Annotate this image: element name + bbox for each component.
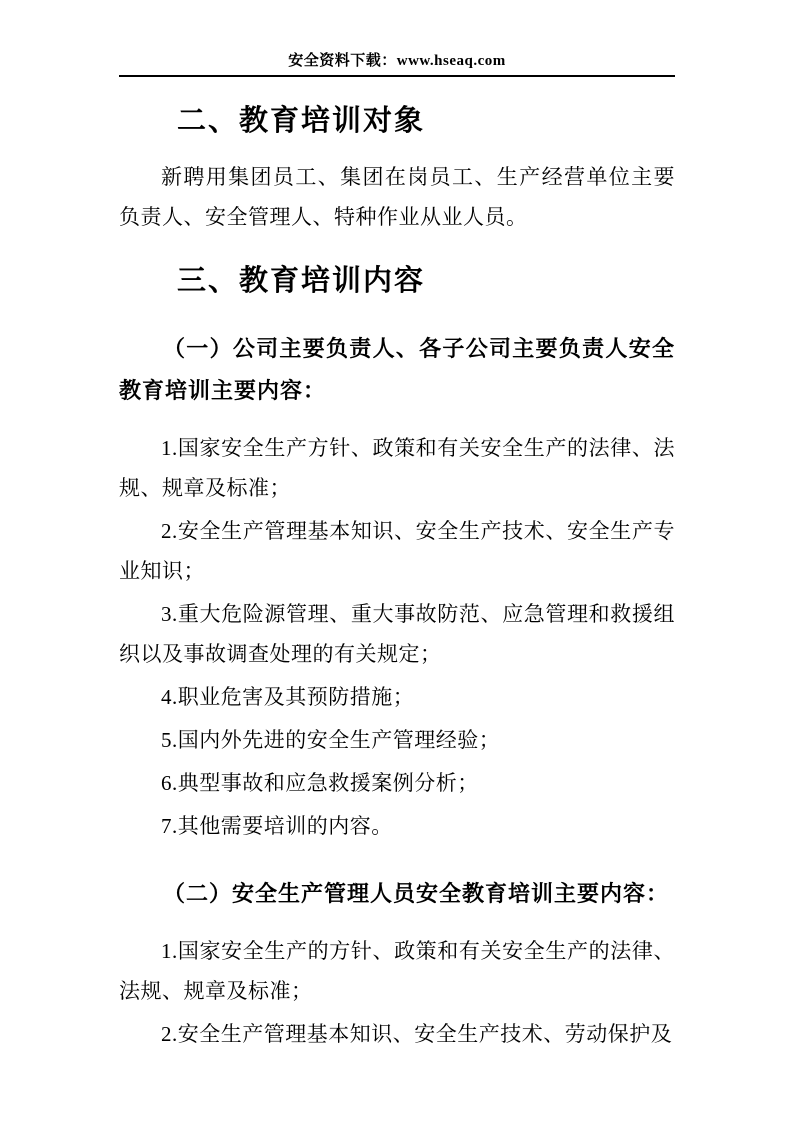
list-item-6: 6.典型事故和应急救援案例分析； xyxy=(161,771,479,795)
list-item-5: 5.国内外先进的安全生产管理经验； xyxy=(161,728,501,752)
subheading-part-two: （二）安全生产管理人员安全教育培训主要内容： xyxy=(163,881,670,906)
list-item-b1: 1.国家安全生产的方针、政策和有关安全生产的法律、法规、规章及标准； xyxy=(119,939,675,1003)
page-header xyxy=(119,0,675,77)
header-download-text: 安全资料下载：www.hseaq.com xyxy=(288,53,506,69)
header-rule xyxy=(119,49,675,77)
paragraph-training-targets: 新聘用集团员工、集团在岗员工、生产经营单位主要负责人、安全管理人、特种作业从业人员。 xyxy=(119,165,675,229)
list-item-2: 2.安全生产管理基本知识、安全生产技术、安全生产专业知识； xyxy=(119,519,675,583)
heading-section-two: 二、教育培训对象 xyxy=(177,105,426,137)
list-item-4: 4.职业危害及其预防措施； xyxy=(161,685,415,709)
list-item-1: 1.国家安全生产方针、政策和有关安全生产的法律、法规、规章及标准； xyxy=(119,436,675,500)
subheading-part-one: （一）公司主要负责人、各子公司主要负责人安全教育培训主要内容： xyxy=(119,336,675,403)
list-item-7: 7.其他需要培训的内容。 xyxy=(161,814,393,838)
heading-section-three: 三、教育培训内容 xyxy=(177,265,426,297)
list-item-3: 3.重大危险源管理、重大事故防范、应急管理和救援组织以及事故调查处理的有关规定； xyxy=(119,602,675,666)
list-item-b2-truncated: 2.安全生产管理基本知识、安全生产技术、劳动保护及 xyxy=(161,1022,673,1046)
document-body xyxy=(119,101,675,1054)
